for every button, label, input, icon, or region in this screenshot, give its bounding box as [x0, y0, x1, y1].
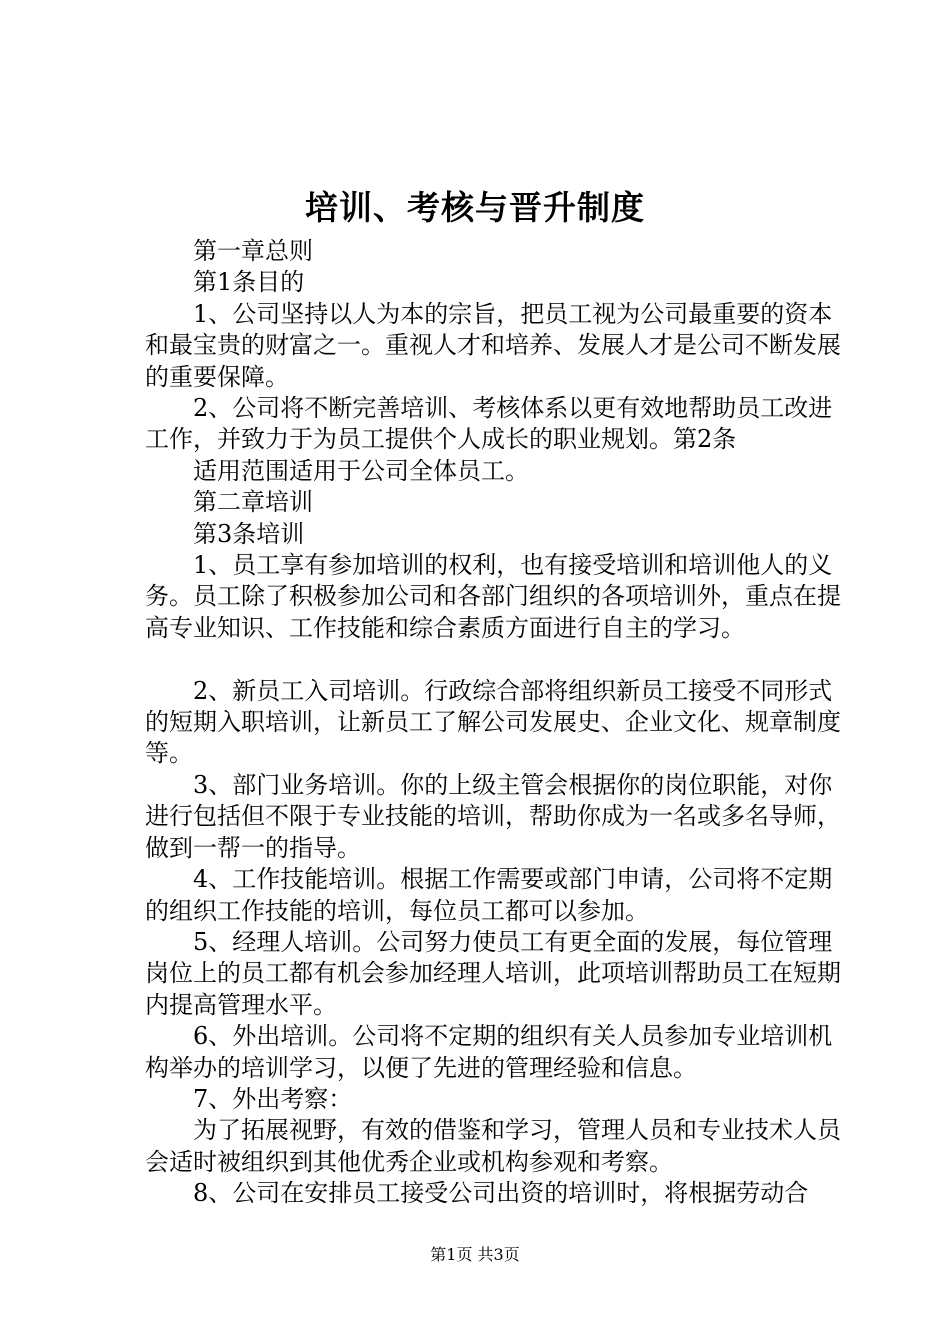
paragraph: 5、经理人培训。公司努力使员工有更全面的发展，每位管理岗位上的员工都有机会参加经理人培训，此项培训帮助员工在短期内提高管理水平。 [145, 927, 841, 1019]
paragraph: 1、公司坚持以人为本的宗旨，把员工视为公司最重要的资本和最宝贵的财富之一。重视人才和培养、发展人才是公司不断发展的重要保障。 [145, 299, 841, 391]
paragraph: 6、外出培训。公司将不定期的组织有关人员参加专业培训机构举办的培训学习，以便了先进的管理经验和信息。 [145, 1022, 833, 1082]
paragraph: 适用范围适用于公司全体员工。 [193, 456, 529, 485]
paragraph: 7、外出考察： [193, 1084, 353, 1113]
paragraph: 2、公司将不断完善培训、考核体系以更有效地帮助员工改进工作，并致力于为员工提供个人成长的职业规划。第2条 [145, 394, 833, 454]
article-heading: 第3条培训 [193, 519, 305, 548]
page-footer: 第1页 共3页 [430, 1245, 520, 1264]
paragraph: 1、员工享有参加培训的权利，也有接受培训和培训他人的义务。员工除了积极参加公司和各部门组织的各项培训外，重点在提高专业知识、工作技能和综合素质方面进行自主的学习。 [145, 551, 841, 642]
chapter-heading: 第一章总则 [193, 237, 313, 265]
chapter-heading: 第二章培训 [193, 488, 313, 517]
paragraph: 3、部门业务培训。你的上级主管会根据你的岗位职能，对你进行包括但不限于专业技能的培训，帮助你成为一名或多名导师，做到一帮一的指导。 [145, 770, 841, 862]
document-body [145, 236, 845, 1210]
article-heading: 第1条目的 [193, 268, 305, 297]
paragraph: 4、工作技能培训。根据工作需要或部门申请，公司将不定期的组织工作技能的培训，每位员工都可以参加。 [145, 865, 833, 925]
document-title: 培训、考核与晋升制度 [305, 188, 645, 227]
paragraph: 2、新员工入司培训。行政综合部将组织新员工接受不同形式的短期入职培训，让新员工了解公司发展史、企业文化、规章制度等。 [145, 676, 841, 768]
paragraph: 8、公司在安排员工接受公司出资的培训时，将根据劳动合 [193, 1179, 809, 1208]
paragraph: 为了拓展视野，有效的借鉴和学习，管理人员和专业技术人员会适时被组织到其他优秀企业或机构参观和考察。 [145, 1116, 841, 1176]
